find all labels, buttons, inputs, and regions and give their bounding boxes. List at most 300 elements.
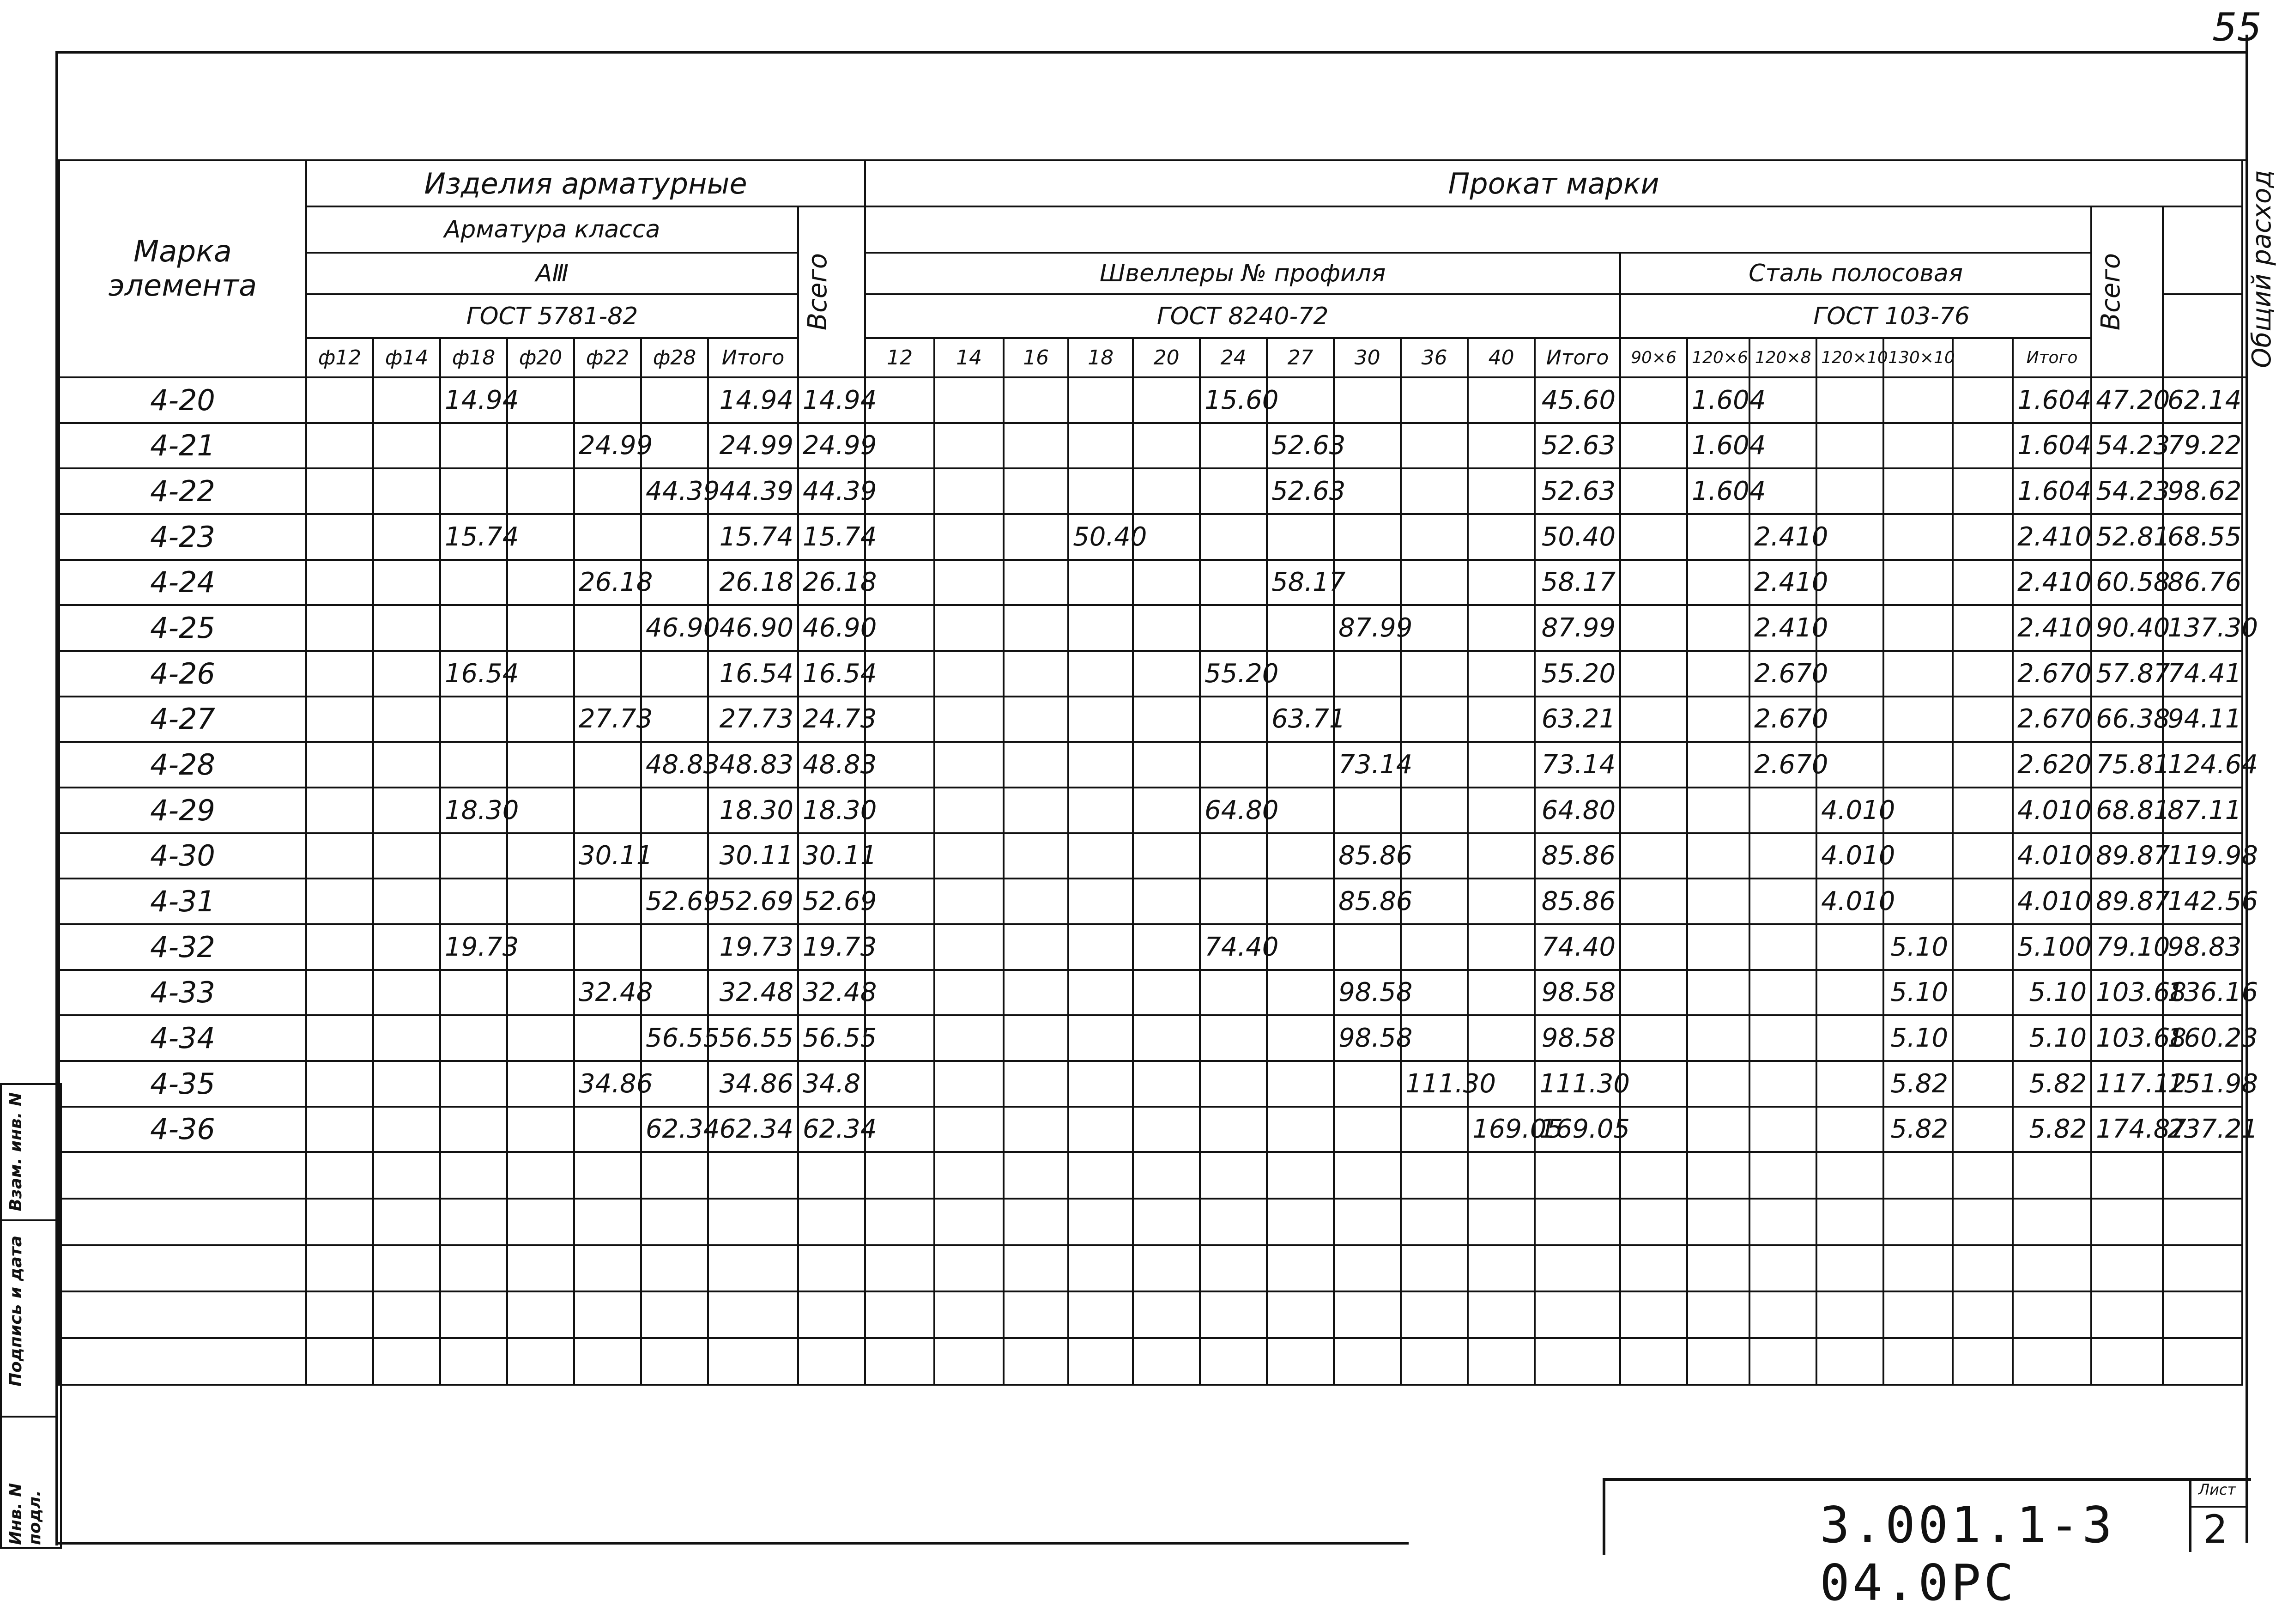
rebar-cell (306, 514, 373, 560)
strip-cell (1816, 1061, 1883, 1107)
strip-cell: 2.670 (2013, 651, 2091, 697)
empty-cell (1401, 1199, 1468, 1245)
empty-cell (1687, 1245, 1749, 1292)
channel-cell (1468, 788, 1535, 833)
element-mark: 4-33 (59, 970, 306, 1016)
empty-cell (59, 1245, 306, 1292)
strip-cell: 5.82 (2013, 1061, 2091, 1107)
rebar-cell (641, 651, 708, 697)
channel-cell: 45.60 (1535, 377, 1620, 423)
strip-cell (1749, 970, 1816, 1016)
strip-cell (1953, 742, 2013, 788)
document-code: 3.001.1-3 04.0PC (1820, 1497, 2115, 1612)
empty-row (59, 1291, 2247, 1338)
channel-cell (934, 697, 1004, 742)
rebar-cell (507, 697, 574, 742)
left-label-inv: Инв. N подл. (6, 1483, 44, 1545)
channel-cell (1468, 742, 1535, 788)
channel-cell (1133, 423, 1200, 469)
empty-cell (798, 1199, 865, 1245)
table-row (59, 697, 2247, 742)
channel-cell (1401, 1107, 1468, 1152)
channel-cell (934, 1061, 1004, 1107)
empty-cell (1004, 1245, 1068, 1292)
empty-cell (1200, 1245, 1267, 1292)
channel-cell: 50.40 (1068, 514, 1133, 560)
rolled-total-cell: 54.23 (2091, 468, 2163, 514)
empty-cell (507, 1291, 574, 1338)
strip-cell (1953, 468, 2013, 514)
strip-cell (1953, 697, 2013, 742)
strip-cell: 4.010 (1816, 833, 1883, 879)
channel-cell (1200, 560, 1267, 606)
channel-cell (1267, 742, 1334, 788)
rolled-total-cell: 68.81 (2091, 788, 2163, 833)
channel-cell (1068, 1015, 1133, 1061)
rebar-cell: 30.11 (708, 833, 798, 879)
strip-cell (1620, 697, 1687, 742)
empty-cell (865, 1338, 934, 1385)
grand-total-cell: 119.98 (2163, 833, 2242, 879)
rebar-cell: 56.55 (641, 1015, 708, 1061)
channel-cell (1004, 468, 1068, 514)
rebar-cell: 16.54 (708, 651, 798, 697)
table-row (59, 377, 2247, 423)
channel-cell (1468, 560, 1535, 606)
channel-cell (1468, 514, 1535, 560)
channel-cell (1004, 1107, 1068, 1152)
strip-cell (1953, 879, 2013, 924)
rebar-cell (306, 697, 373, 742)
empty-cell (865, 1245, 934, 1292)
channel-cell (934, 560, 1004, 606)
rebar-cell (306, 560, 373, 606)
title-stamp (1603, 1478, 2248, 1612)
rebar-cell (507, 423, 574, 469)
channel-cell (934, 970, 1004, 1016)
strip-cell (1883, 377, 1953, 423)
empty-cell (1816, 1245, 1883, 1292)
channel-cell (1068, 377, 1133, 423)
rebar-cell (440, 605, 507, 651)
table-row (59, 423, 2247, 469)
empty-cell (2013, 1338, 2091, 1385)
rebar-cell (574, 377, 641, 423)
strip-cell: 2.410 (1749, 605, 1816, 651)
channel-cell (1200, 1015, 1267, 1061)
strip-cell: 1.604 (1687, 377, 1749, 423)
rolled-total-cell: 47.20 (2091, 377, 2163, 423)
empty-cell (1749, 1152, 1816, 1199)
strip-col-header: 120×8 (1749, 338, 1816, 377)
strip-cell (1620, 833, 1687, 879)
strip-cell: 4.010 (2013, 833, 2091, 879)
rebar-total-cell: 15.74 (798, 514, 865, 560)
channel-col-header: 14 (934, 338, 1004, 377)
strip-cell: 2.410 (1749, 560, 1816, 606)
rebar-cell (574, 651, 641, 697)
channel-cell (1004, 651, 1068, 697)
rebar-cell: 34.86 (708, 1061, 798, 1107)
empty-cell (1068, 1338, 1133, 1385)
left-margin-labels (0, 1083, 58, 1545)
channel-cell: 58.17 (1267, 560, 1334, 606)
channel-cell (1004, 1061, 1068, 1107)
empty-cell (2163, 1199, 2242, 1245)
rebar-total-cell: 16.54 (798, 651, 865, 697)
rebar-cell: 16.54 (440, 651, 507, 697)
rebar-cell (373, 833, 440, 879)
element-mark: 4-25 (59, 605, 306, 651)
strip-cell (1687, 833, 1749, 879)
page-number: 55 (2212, 5, 2262, 50)
channel-cell (1004, 514, 1068, 560)
rebar-col-header: ф14 (373, 338, 440, 377)
empty-cell (798, 1152, 865, 1199)
channel-col-header: 16 (1004, 338, 1068, 377)
rebar-class-label: Арматура класса (306, 206, 798, 253)
channel-cell (1133, 1061, 1200, 1107)
empty-cell (708, 1291, 798, 1338)
empty-cell (1267, 1152, 1334, 1199)
channel-cell: 52.63 (1267, 423, 1334, 469)
rebar-cell (641, 924, 708, 970)
empty-row (59, 1245, 2247, 1292)
strip-cell (1953, 605, 2013, 651)
channel-cell (1401, 788, 1468, 833)
rebar-cell (574, 742, 641, 788)
channel-col-header: 20 (1133, 338, 1200, 377)
table-row (59, 970, 2247, 1016)
empty-cell (1953, 1199, 2013, 1245)
rebar-cell (574, 924, 641, 970)
channel-cell (1401, 924, 1468, 970)
empty-cell (934, 1338, 1004, 1385)
channel-cell (1267, 1061, 1334, 1107)
strip-cell: 5.100 (2013, 924, 2091, 970)
rebar-cell: 52.69 (708, 879, 798, 924)
strip-cell (1883, 514, 1953, 560)
strip-cell (1620, 924, 1687, 970)
empty-cell (1004, 1199, 1068, 1245)
rebar-cell (440, 742, 507, 788)
rolled-total-header: Всего (2091, 206, 2163, 377)
grand-total-cell: 151.98 (2163, 1061, 2242, 1107)
strip-cell (1687, 605, 1749, 651)
empty-cell (1883, 1338, 1953, 1385)
grand-total-header: Общий расход (2242, 160, 2247, 377)
channel-cell (1004, 697, 1068, 742)
empty-cell (1200, 1338, 1267, 1385)
channel-cell (934, 605, 1004, 651)
channel-cell (934, 1015, 1004, 1061)
empty-cell (1816, 1152, 1883, 1199)
channel-cell: 111.30 (1401, 1061, 1468, 1107)
channel-cell: 169.05 (1535, 1107, 1620, 1152)
channel-cell (1267, 1107, 1334, 1152)
strip-cell (1953, 560, 2013, 606)
empty-cell (1468, 1199, 1535, 1245)
rebar-cell (440, 468, 507, 514)
channel-cell (1200, 1107, 1267, 1152)
channel-cell (1133, 468, 1200, 514)
empty-cell (2091, 1152, 2163, 1199)
empty-cell (798, 1338, 865, 1385)
strip-cell: 2.410 (2013, 605, 2091, 651)
rebar-cell (641, 788, 708, 833)
rebar-cell (373, 742, 440, 788)
rebar-cell (440, 423, 507, 469)
rolled-total-cell: 90.40 (2091, 605, 2163, 651)
rebar-cell: 62.34 (708, 1107, 798, 1152)
strip-cell (1816, 970, 1883, 1016)
channel-cell (1401, 651, 1468, 697)
channel-cell (1334, 788, 1401, 833)
channel-cell (1200, 423, 1267, 469)
rebar-cell (507, 833, 574, 879)
empty-cell (2163, 1152, 2242, 1199)
rebar-total-cell: 44.39 (798, 468, 865, 514)
channel-cell (1334, 651, 1401, 697)
table-row (59, 1061, 2247, 1107)
empty-cell (798, 1291, 865, 1338)
rebar-cell (306, 1061, 373, 1107)
channel-cell (1468, 377, 1535, 423)
rebar-cell (306, 970, 373, 1016)
strip-cell (1816, 468, 1883, 514)
table-row (59, 468, 2247, 514)
empty-cell (1749, 1338, 1816, 1385)
channel-cell (1133, 605, 1200, 651)
rebar-cell (373, 1015, 440, 1061)
rebar-total-cell: 32.48 (798, 970, 865, 1016)
strip-cell (1620, 742, 1687, 788)
channel-cell: 50.40 (1535, 514, 1620, 560)
channel-cell (1004, 1015, 1068, 1061)
rebar-cell: 18.30 (440, 788, 507, 833)
grand-total-cell: 124.64 (2163, 742, 2242, 788)
empty-cell (1004, 1338, 1068, 1385)
empty-cell (1004, 1152, 1068, 1199)
grand-total-cell: 68.55 (2163, 514, 2242, 560)
table-row (59, 1107, 2247, 1152)
strip-cell (1687, 514, 1749, 560)
empty-cell (1883, 1291, 1953, 1338)
channel-col-header: 30 (1334, 338, 1401, 377)
table-row (59, 833, 2247, 879)
empty-cell (934, 1152, 1004, 1199)
empty-cell (641, 1199, 708, 1245)
rebar-class: АⅢ (306, 253, 798, 294)
empty-cell (1004, 1291, 1068, 1338)
strip-cell (1953, 970, 2013, 1016)
grand-total-cell: 62.14 (2163, 377, 2242, 423)
rebar-col-header: ф20 (507, 338, 574, 377)
strip-cell (1687, 788, 1749, 833)
strip-cell (1883, 697, 1953, 742)
strip-cell: 1.604 (1687, 468, 1749, 514)
channel-cell (1133, 742, 1200, 788)
empty-cell (574, 1338, 641, 1385)
channel-cell: 64.80 (1200, 788, 1267, 833)
strip-gost: ГОСТ 103-76 (1620, 294, 2163, 338)
channel-cell (1401, 697, 1468, 742)
strip-cell (1883, 468, 1953, 514)
strip-cell (1620, 423, 1687, 469)
rebar-total-cell: 34.8 (798, 1061, 865, 1107)
channel-cell (1004, 742, 1068, 788)
grand-total-cell: 94.11 (2163, 697, 2242, 742)
empty-cell (1749, 1291, 1816, 1338)
rebar-cell: 14.94 (440, 377, 507, 423)
channel-cell (1133, 377, 1200, 423)
rebar-cell: 48.83 (708, 742, 798, 788)
empty-row (59, 1152, 2247, 1199)
rebar-cell (507, 970, 574, 1016)
rebar-cell: 27.73 (708, 697, 798, 742)
channel-cell: 98.58 (1535, 1015, 1620, 1061)
channel-cell (934, 788, 1004, 833)
channel-cell (1468, 833, 1535, 879)
empty-cell (1334, 1199, 1401, 1245)
strip-cell (1687, 1107, 1749, 1152)
empty-cell (1200, 1291, 1267, 1338)
grand-total-cell: 237.21 (2163, 1107, 2242, 1152)
empty-cell (2013, 1291, 2091, 1338)
empty-cell (934, 1199, 1004, 1245)
channel-cell: 58.17 (1535, 560, 1620, 606)
rebar-cell (306, 423, 373, 469)
rebar-cell (574, 879, 641, 924)
channel-cell (1133, 1107, 1200, 1152)
rebar-total-cell: 62.34 (798, 1107, 865, 1152)
rebar-cell: 44.39 (708, 468, 798, 514)
channel-cell (1200, 833, 1267, 879)
element-mark: 4-20 (59, 377, 306, 423)
strip-cell: 2.670 (1749, 742, 1816, 788)
products-title: Изделия арматурные (306, 160, 865, 206)
empty-cell (1267, 1199, 1334, 1245)
empty-cell (1535, 1338, 1620, 1385)
channel-cell (934, 924, 1004, 970)
rebar-cell: 62.34 (641, 1107, 708, 1152)
rebar-cell (440, 879, 507, 924)
rebar-cell (440, 833, 507, 879)
empty-cell (507, 1245, 574, 1292)
channel-cell: 63.71 (1267, 697, 1334, 742)
channel-cell: 98.58 (1334, 970, 1401, 1016)
channel-cell (1068, 605, 1133, 651)
rebar-cell (641, 514, 708, 560)
rebar-cell (507, 468, 574, 514)
channel-cell (1468, 970, 1535, 1016)
rebar-total-cell: 52.69 (798, 879, 865, 924)
strip-cell (1816, 924, 1883, 970)
rolled-total-cell: 103.68 (2091, 970, 2163, 1016)
strip-cell (1687, 560, 1749, 606)
rolled-total-cell: 54.23 (2091, 423, 2163, 469)
rolled-total-cell: 89.87 (2091, 879, 2163, 924)
rebar-cell (373, 1061, 440, 1107)
channel-cell (1133, 924, 1200, 970)
channel-cell: 85.86 (1535, 833, 1620, 879)
strip-cell: 2.410 (1749, 514, 1816, 560)
strip-cell (1749, 788, 1816, 833)
channel-cell (1200, 468, 1267, 514)
strip-cell (1687, 742, 1749, 788)
empty-cell (1267, 1291, 1334, 1338)
strip-cell (1953, 1061, 2013, 1107)
grand-total-cell: 136.16 (2163, 970, 2242, 1016)
empty-cell (1401, 1245, 1468, 1292)
rebar-total-cell: 48.83 (798, 742, 865, 788)
rebar-total-cell: 19.73 (798, 924, 865, 970)
empty-cell (1687, 1338, 1749, 1385)
empty-cell (865, 1291, 934, 1338)
empty-cell (1620, 1338, 1687, 1385)
element-mark: 4-23 (59, 514, 306, 560)
empty-cell (507, 1199, 574, 1245)
rolled-total-cell: 103.68 (2091, 1015, 2163, 1061)
strip-cell: 2.670 (1749, 697, 1816, 742)
channel-cell (1133, 651, 1200, 697)
strip-cell: 5.10 (1883, 924, 1953, 970)
rebar-cell (507, 605, 574, 651)
channel-cell (1068, 788, 1133, 833)
element-mark: 4-26 (59, 651, 306, 697)
rebar-cell (574, 514, 641, 560)
strip-cell (1816, 377, 1883, 423)
empty-cell (1535, 1152, 1620, 1199)
element-mark: 4-30 (59, 833, 306, 879)
strip-cell (1687, 879, 1749, 924)
table-row (59, 605, 2247, 651)
strip-cell: 5.10 (2013, 970, 2091, 1016)
channel-cell (1133, 697, 1200, 742)
rolled-total-cell: 117.12 (2091, 1061, 2163, 1107)
empty-cell (1883, 1199, 1953, 1245)
rebar-cell (440, 1061, 507, 1107)
empty-cell (440, 1199, 507, 1245)
empty-cell (1068, 1291, 1133, 1338)
empty-cell (1133, 1199, 1200, 1245)
channel-cell: 87.99 (1535, 605, 1620, 651)
channel-cell (934, 1107, 1004, 1152)
grand-total-cell: 98.62 (2163, 468, 2242, 514)
strip-cell: 2.410 (2013, 560, 2091, 606)
empty-cell (440, 1291, 507, 1338)
strip-cell (1687, 924, 1749, 970)
element-mark: 4-35 (59, 1061, 306, 1107)
strip-cell: 4.010 (2013, 879, 2091, 924)
channel-cell (1200, 697, 1267, 742)
channel-cell (1068, 924, 1133, 970)
rebar-cell (373, 651, 440, 697)
channel-cell (1133, 970, 1200, 1016)
strip-cell (1953, 514, 2013, 560)
empty-cell (1687, 1152, 1749, 1199)
strip-cell (1749, 1107, 1816, 1152)
strip-col-header: 90×6 (1620, 338, 1687, 377)
empty-row (59, 1199, 2247, 1245)
strip-col-header: 120×10 (1816, 338, 1883, 377)
empty-cell (2091, 1199, 2163, 1245)
channel-cell (1267, 514, 1334, 560)
empty-cell (1068, 1199, 1133, 1245)
empty-cell (1068, 1152, 1133, 1199)
empty-cell (1068, 1245, 1133, 1292)
rebar-cell (373, 605, 440, 651)
